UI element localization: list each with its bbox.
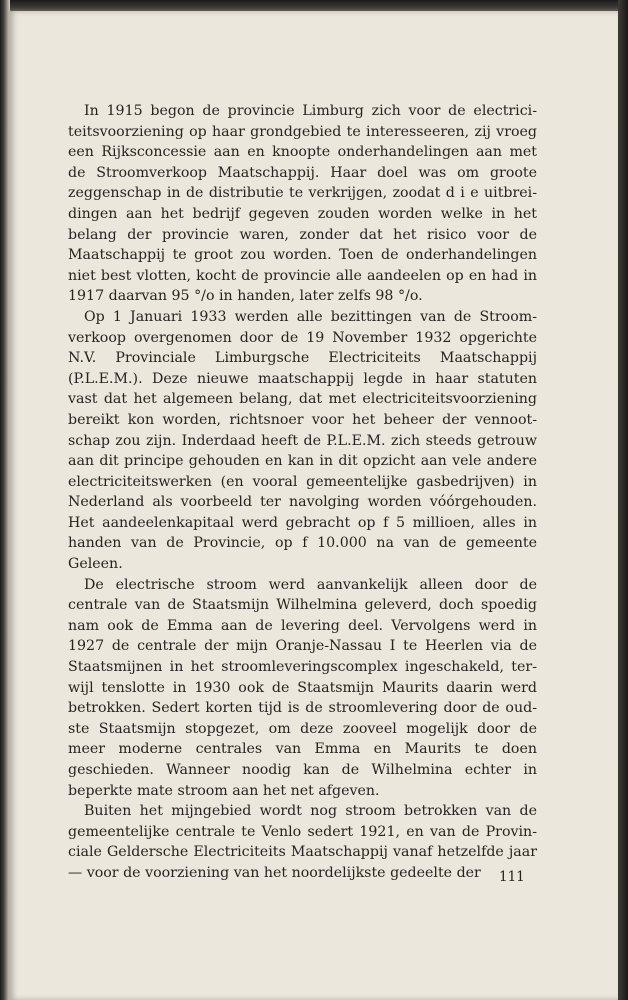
paragraph-3: De electrische stroom werd aanvankelijk alleen door de centrale van de Staatsmijn Wilhelmina geleverd, doch spoedig nam ook de Emma aan de levering deel. Vervolgens werd in 1927 de centrale der mijn Oranje-Nassau I te Heerlen via de Staatsmijnen in het stroomleveringscomplex ingeschakeld, terwijl tenslotte in 1930 ook de Staatsmijn Maurits daarin werd betrokken. Sedert korten tijd is de stroomlevering door de oudste Staatsmijn stopgezet, om deze zooveel mogelijk door de meer moderne centrales van Emma en Maurits te doen geschieden. Wanneer noodig kan de Wilhelmina echter in beperkte mate stroom aan het net afgeven.: [68, 576, 537, 799]
page-number: 111: [499, 869, 525, 885]
paragraph-2: Op 1 Januari 1933 werden alle bezittingen van de Stroomverkoop overgenomen door de 19 November 1932 opgerichte N.V. Provinciale Limburgsche Electriciteits Maatschappij (P.L.E.M.). Deze nieuwe maatschappij legde in haar statuten vast dat het algemeen belang, dat met electriciteitsvoorziening bereikt kon worden, richtsnoer voor het beheer der vennootschap zou zijn. Inderdaad heeft de P.L.E.M. zich steeds getrouw aan dit principe gehouden en kan in dit opzicht aan vele andere electriciteitswerken (en vooral gemeentelijke gasbedrijven) in Nederland als voorbeeld ter navolging worden vóórgehouden. Het aandeelenkapitaal werd gebracht op f 5 millioen, alles in handen van de Provincie, op f 10.000 na van de gemeente Geleen.: [68, 308, 537, 573]
scan-right-border: [618, 0, 628, 1000]
book-page: [9, 11, 618, 1000]
body-text: [68, 101, 537, 884]
paragraph-1: In 1915 begon de provincie Limburg zich voor de electriciteitsvoorziening op haar grondgebied te interesseeren, zij vroeg een Rijksconcessie aan en knoopte onderhandelingen aan met de Stroomverkoop Maatschappij. Haar doel was om groote zeggenschap in de distributie te verkrijgen, zoodat d i e uitbreidingen aan het bedrijf gegeven zouden worden welke in het belang der provincie waren, zonder dat het risico voor de Maatschappij te groot zou worden. Toen de onderhandelingen niet best vlotten, kocht de provincie alle aandeelen op en had in 1917 daarvan 95 °/o in handen, later zelfs 98 °/o.: [68, 103, 537, 305]
paragraph-4: Buiten het mijngebied wordt nog stroom betrokken van de gemeentelijke centrale te Venlo sedert 1921, en van de Provinciale Geldersche Electriciteits Maatschappij vanaf hetzelfde jaar — voor de voorziening van het noordelijkste gedeelte der: [68, 803, 537, 881]
